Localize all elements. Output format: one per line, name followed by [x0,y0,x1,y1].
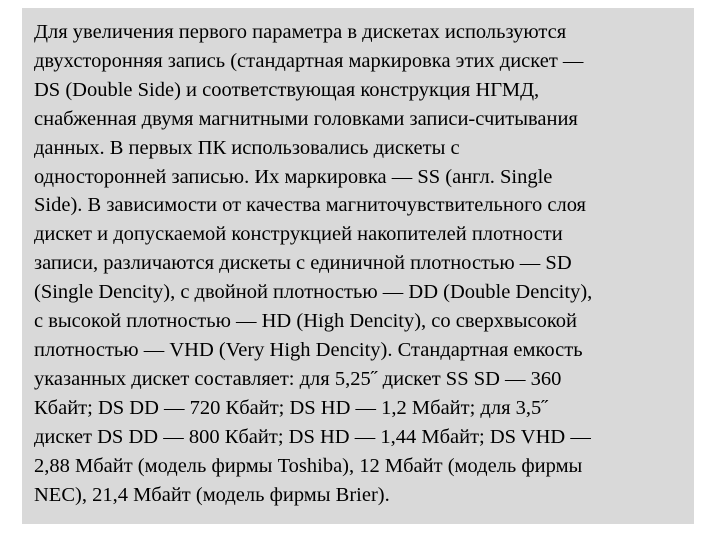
text-box [22,8,694,524]
text-line-15: дискет DS DD — 800 Кбайт; DS HD — 1,44 Мбайт; DS VHD — [34,425,591,448]
text-line-8: дискет и допускаемой конструкцией накопителей плотности [34,223,563,246]
text-line-17: NEC), 21,4 Мбайт (модель фирмы Brier). [34,483,390,506]
body-text [34,18,690,509]
text-line-7: Side). В зависимости от качества магниточувствительного слоя [34,194,586,217]
text-line-5: данных. В первых ПК использовались дискеты с [34,136,460,159]
text-line-2: двухсторонняя запись (стандартная маркировка этих дискет — [34,49,584,72]
text-line-12: плотностью — VHD (Very High Dencity). Стандартная емкость [34,338,583,361]
text-line-14: Кбайт; DS DD — 720 Кбайт; DS HD — 1,2 Мбайт; для 3,5˝ [34,396,549,419]
text-line-13: указанных дискет составляет: для 5,25˝ дискет SS SD — 360 [34,367,562,390]
text-line-6: односторонней записью. Их маркировка — SS (англ. Single [34,165,553,188]
text-line-10: (Single Dencity), с двойной плотностью — DD (Double Dencity), [34,281,593,304]
text-line-16: 2,88 Мбайт (модель фирмы Toshiba), 12 Мбайт (модель фирмы [34,454,583,477]
text-line-4: снабженная двумя магнитными головками записи-считывания [34,107,578,130]
text-line-3: DS (Double Side) и соответствующая конструкция НГМД, [34,78,540,101]
text-line-1: Для увеличения первого параметра в дискетах используются [34,21,567,43]
text-line-9: записи, различаются дискеты с единичной плотностью — SD [34,252,572,275]
text-line-11: с высокой плотностью — HD (High Dencity), со сверхвысокой [34,310,577,333]
